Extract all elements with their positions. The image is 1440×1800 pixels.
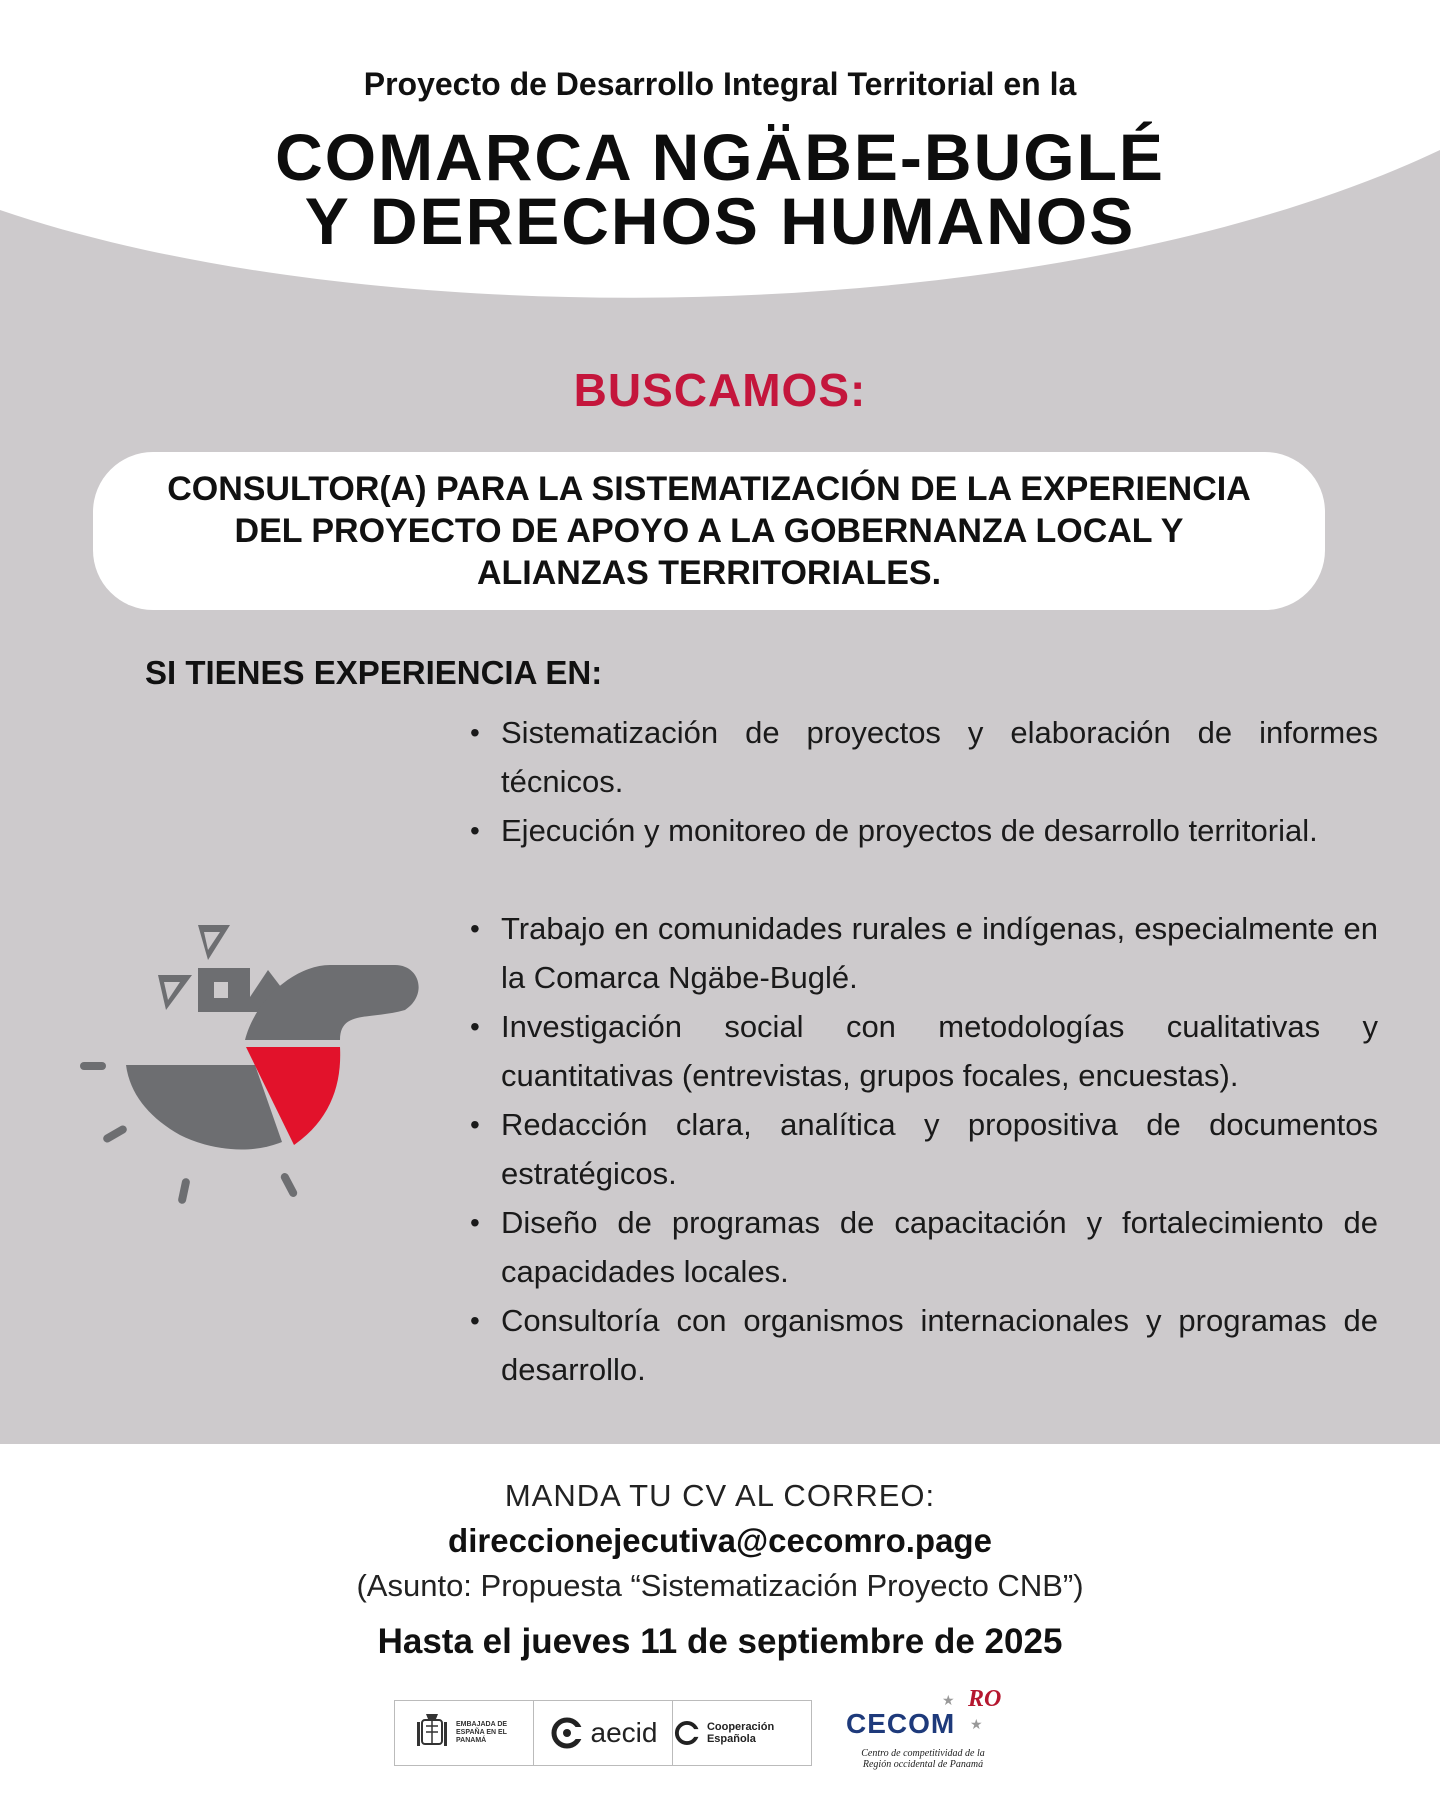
aecid-icon [549, 1715, 585, 1751]
position-title: CONSULTOR(A) PARA LA SISTEMATIZACIÓN DE LA EXPERIENCIA DEL PROYECTO DE APOYO A LA GOBERNANZA LOCAL Y ALIANZAS TERRITORIALES. [167, 470, 1251, 592]
star-icon: ★ [942, 1692, 955, 1708]
embajada-label: EMBAJADA DE ESPAÑA EN EL PANAMÁ [456, 1721, 508, 1744]
experience-list [470, 708, 1378, 1394]
experience-item: • Sistematización de proyectos y elaboración de informes técnicos. [470, 708, 1378, 806]
star-icon: ★ [970, 1716, 983, 1732]
experience-item: • Consultoría con organismos internacionales y programas de desarrollo. [470, 1296, 1378, 1394]
title-line-1: COMARCA NGÄBE-BUGLÉ [275, 120, 1165, 194]
experience-heading: SI TIENES EXPERIENCIA EN: [145, 654, 603, 691]
project-subtitle: Proyecto de Desarrollo Integral Territorial en la [363, 66, 1077, 102]
cecom-logo [840, 1686, 1010, 1796]
project-title [0, 120, 1440, 258]
email-subject: (Asunto: Propuesta “Sistematización Proyecto CNB”) [356, 1568, 1084, 1603]
experience-item: • Diseño de programas de capacitación y fortalecimiento de capacidades locales. [470, 1198, 1378, 1296]
aecid-logo [534, 1701, 673, 1765]
title-line-2: Y DERECHOS HUMANOS [304, 184, 1136, 258]
cecom-tagline: Centro de competitividad de la Región occidental de Panamá [861, 1748, 985, 1770]
partner-logos [394, 1700, 812, 1766]
contact-label: MANDA TU CV AL CORREO: [504, 1478, 936, 1513]
experience-item: • Trabajo en comunidades rurales e indígenas, especialmente en la Comarca Ngäbe-Buglé. [470, 904, 1378, 1002]
cooperacion-logo [673, 1701, 811, 1765]
embajada-logo [395, 1701, 534, 1765]
seeking-heading: BUSCAMOS: [573, 364, 867, 416]
coat-of-arms-icon [414, 1712, 450, 1754]
decorative-illustration-icon [70, 900, 430, 1240]
deadline-text: Hasta el jueves 11 de septiembre de 2025 [377, 1622, 1063, 1661]
position-card [93, 452, 1325, 610]
experience-item: • Redacción clara, analítica y propositiva de documentos estratégicos. [470, 1100, 1378, 1198]
aecid-label: aecid [590, 1717, 658, 1748]
cooperacion-label: Cooperación Española [706, 1721, 775, 1745]
contact-email-link[interactable]: direccionejecutiva@cecomro.page [448, 1522, 992, 1559]
cooperacion-icon [673, 1717, 701, 1749]
cecom-ro-label: RO [968, 1686, 1002, 1712]
experience-item: • Ejecución y monitoreo de proyectos de desarrollo territorial. [470, 806, 1378, 904]
cecom-label: CECOM [846, 1708, 956, 1739]
experience-item: • Investigación social con metodologías cualitativas y cuantitativas (entrevistas, grupos focales, encuestas). [470, 1002, 1378, 1100]
